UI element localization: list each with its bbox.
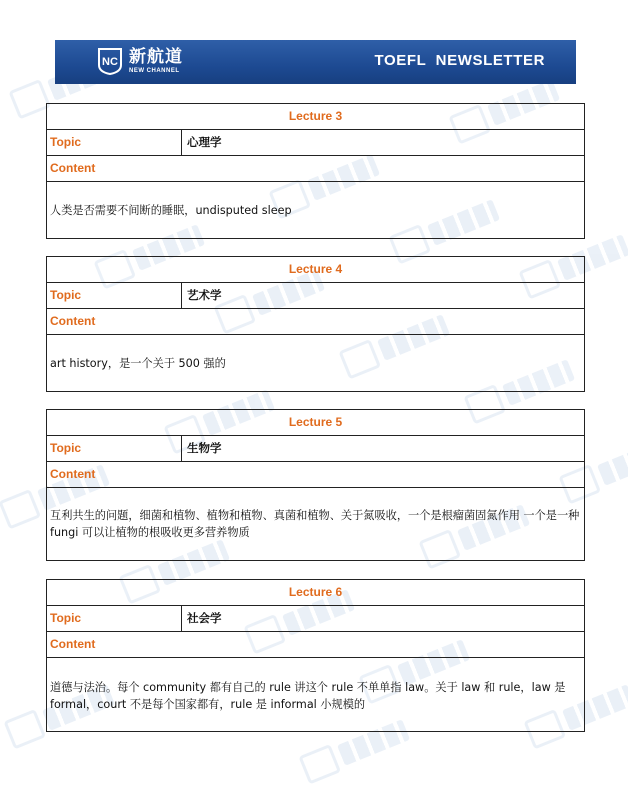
lecture-table — [46, 579, 585, 732]
brand-emblem-icon — [95, 46, 125, 76]
topic-value: 心理学 — [187, 135, 222, 149]
lecture-content: 道德与法治。每个 community 都有自己的 rule 讲这个 rule 不单单指 law。关于 law 和 rule，law 是 formal，court 不是每个国家都有，rule 是 informal 小规模的 — [50, 681, 566, 711]
lecture-title: Lecture 3 — [47, 104, 584, 130]
lecture-title: Lecture 4 — [47, 257, 584, 283]
lecture-content: 互利共生的问题，细菌和植物、植物和植物、真菌和植物、关于氮吸收，一个是根瘤菌固氮作用 一个是一种 fungi 可以让植物的根吸收更多营养物质 — [50, 509, 580, 539]
svg-text:NC: NC — [102, 56, 118, 68]
content-label: Content — [47, 156, 584, 182]
newsletter-title: TOEFL NEWSLETTER — [374, 52, 545, 69]
content-label: Content — [47, 462, 584, 488]
topic-value: 社会学 — [187, 611, 222, 625]
content-label: Content — [47, 632, 584, 658]
topic-label: Topic — [47, 283, 182, 308]
lecture-table — [46, 256, 585, 392]
topic-label: Topic — [47, 130, 182, 155]
lecture-title: Lecture 5 — [47, 410, 584, 436]
topic-row — [47, 283, 584, 309]
lecture-content: art history，是一个关于 500 强的 — [50, 357, 226, 370]
topic-value: 艺术学 — [187, 288, 222, 302]
topic-row — [47, 436, 584, 462]
topic-label: Topic — [47, 436, 182, 461]
brand-name-en: NEW CHANNEL — [129, 67, 180, 74]
topic-value: 生物学 — [187, 441, 222, 455]
topic-label: Topic — [47, 606, 182, 631]
lecture-table — [46, 103, 585, 239]
newsletter-header — [55, 40, 576, 84]
topic-row — [47, 130, 584, 156]
lecture-table — [46, 409, 585, 561]
lecture-content: 人类是否需要不间断的睡眠，undisputed sleep — [50, 204, 292, 217]
brand-name-cn: 新航道 — [129, 46, 183, 67]
lecture-title: Lecture 6 — [47, 580, 584, 606]
content-label: Content — [47, 309, 584, 335]
brand-logo — [95, 46, 183, 76]
topic-row — [47, 606, 584, 632]
